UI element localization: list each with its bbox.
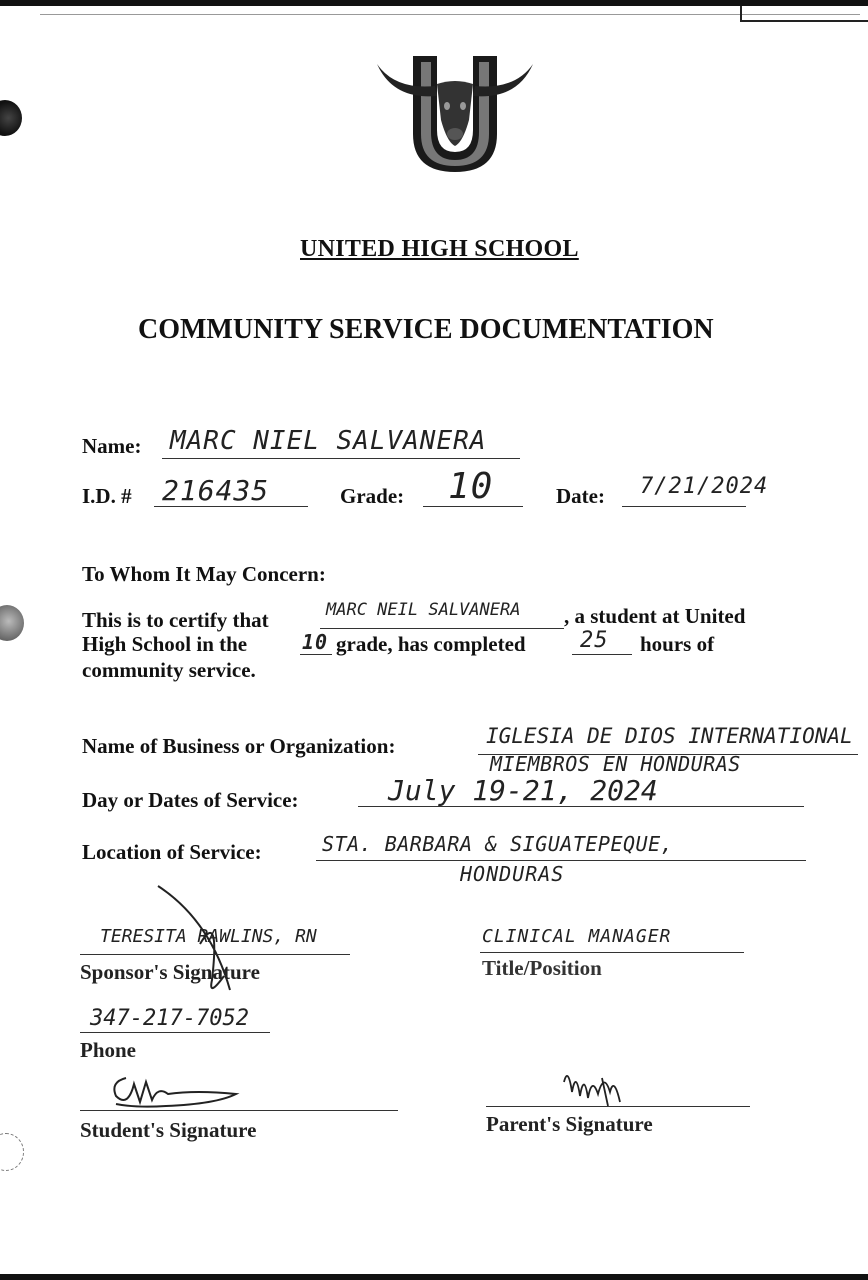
sponsor-signature-label: Sponsor's Signature — [80, 960, 260, 984]
certify-text-3: High School in the — [82, 632, 248, 656]
title-position-line — [480, 952, 744, 953]
name-underline — [162, 458, 520, 459]
date-underline — [622, 506, 746, 507]
id-value[interactable]: 216435 — [162, 474, 270, 507]
org-value-line1[interactable]: IGLESIA DE DIOS INTERNATIONAL — [486, 724, 853, 748]
certify-text-6: community service. — [82, 658, 256, 682]
parent-signature-label: Parent's Signature — [486, 1112, 653, 1136]
school-logo — [375, 50, 535, 180]
grade-underline — [423, 506, 523, 507]
grade-label: Grade: — [340, 484, 405, 508]
certify-text-2: , a student at United — [564, 604, 746, 628]
student-signature-label: Student's Signature — [80, 1118, 257, 1142]
title-position-value[interactable]: CLINICAL MANAGER — [482, 926, 672, 947]
dates-value[interactable]: July 19-21, 2024 — [388, 774, 658, 807]
phone-label: Phone — [80, 1038, 137, 1062]
parent-signature-line — [486, 1106, 750, 1107]
certify-text-4: grade, has completed — [336, 632, 526, 656]
location-value-line1[interactable]: STA. BARBARA & SIGUATEPEQUE, — [322, 832, 674, 856]
date-label: Date: — [556, 484, 605, 508]
certify-text-5: hours of — [640, 632, 715, 656]
org-label: Name of Business or Organization: — [82, 734, 396, 758]
certify-name-underline — [320, 628, 564, 629]
id-label: I.D. # — [82, 484, 132, 508]
grade-value[interactable]: 10 — [448, 466, 494, 507]
document-title: COMMUNITY SERVICE DOCUMENTATION — [138, 314, 714, 345]
school-name-heading: UNITED HIGH SCHOOL — [300, 236, 579, 262]
student-signature-scribble-icon — [106, 1064, 246, 1114]
salutation: To Whom It May Concern: — [82, 562, 326, 586]
certify-student-name[interactable]: MARC NEIL SALVANERA — [326, 600, 521, 620]
top-right-tab — [740, 6, 868, 22]
certify-hours-underline — [572, 654, 632, 655]
dates-label: Day or Dates of Service: — [82, 788, 299, 812]
sponsor-name-value[interactable]: TERESITA RAWLINS, RN — [100, 926, 317, 947]
punch-hole-middle — [0, 605, 24, 641]
phone-value[interactable]: 347-217-7052 — [90, 1006, 249, 1031]
punch-hole-top — [0, 100, 22, 136]
top-scan-border — [0, 0, 868, 6]
certify-hours[interactable]: 25 — [580, 628, 609, 653]
dates-underline — [358, 806, 804, 807]
name-value[interactable]: MARC NIEL SALVANERA — [170, 426, 487, 456]
location-label: Location of Service: — [82, 840, 262, 864]
longhorn-u-logo-icon — [375, 50, 535, 180]
sponsor-signature-line — [80, 954, 350, 955]
location-underline — [316, 860, 806, 861]
date-value[interactable]: 7/21/2024 — [640, 474, 769, 499]
location-value-line2[interactable]: HONDURAS — [460, 862, 565, 886]
parent-signature-scribble-icon — [558, 1062, 648, 1112]
phone-line — [80, 1032, 270, 1033]
certify-grade-underline — [300, 654, 332, 655]
certify-grade[interactable]: 10 — [302, 630, 329, 654]
bottom-scan-border — [0, 1274, 868, 1280]
certify-text-1: This is to certify that — [82, 608, 269, 632]
punch-hole-bottom — [0, 1133, 24, 1171]
student-signature-line — [80, 1110, 398, 1111]
org-value-line2[interactable]: MIEMBROS EN HONDURAS — [490, 752, 741, 776]
id-underline — [154, 506, 308, 507]
title-position-label: Title/Position — [482, 956, 602, 980]
top-scan-line — [40, 14, 860, 15]
name-label: Name: — [82, 434, 142, 458]
